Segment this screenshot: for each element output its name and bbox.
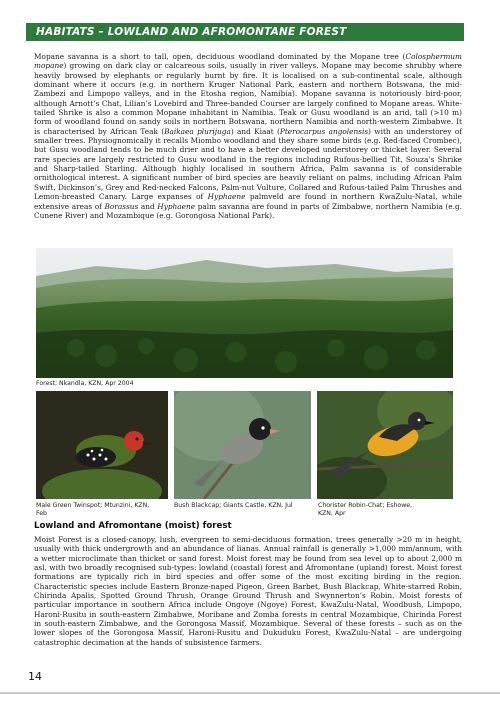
twinspot-caption-line2: Feb	[36, 510, 47, 517]
species-name-italic: Baikaea plurijuga	[164, 126, 231, 136]
species-name-italic: Borassus	[104, 201, 139, 211]
text-segment: and	[138, 201, 158, 211]
bush-blackcap-photo	[174, 391, 311, 499]
page-number: 14	[28, 670, 42, 683]
section-header-bar	[26, 23, 464, 41]
text-segment: palm savanna are found in parts of Zimbabwe, northern Namibia (e.g. Cunene River) and Mozambique (e.g. Gorongosa National Park).	[34, 201, 463, 220]
text-segment: palmveld are found in northern KwaZulu-Natal, while extensive areas of	[34, 192, 462, 211]
species-name-italic: Colosphermum mopane	[34, 52, 462, 71]
robinchat-caption-line2: KZN, Apr	[318, 510, 346, 517]
text-segment: ) with an understorey of smaller trees. Physiognomically it recalls Miombo woodland and they share some birds (e.g. Red-faced Crombec), but Gusu woodland tends to be much drier and to have a better developed understorey or thicket layer. Several rare species are largely restricted to Gusu woodland in the regions including Rufous-bellied Tit, Souza’s Shrike and Sharp-tailed Starling. Although highly localised in southern Africa, Palm savanna is of considerable ornithological interest. A significant number of bird species are heavily reliant on palms, including African Palm Swift, Dickinson’s, Grey and Red-necked Falcons, Palm-nut Vulture, Collared and Rufous-tailed Palm Thrushes and Lemon-breasted Canary. Large expanses of	[34, 126, 462, 202]
green-twinspot-photo	[36, 391, 168, 499]
footer-rule	[0, 692, 500, 694]
section-heading: Lowland and Afromontane (moist) forest	[34, 521, 232, 531]
species-name-italic: Hyphaene	[157, 201, 196, 211]
text-segment: ) growing on dark clay or calcareous soils, usually in river valleys. Mopane may become shrubby where heavily browsed by elephants or regularly burnt by fire. It is localised on a sub-continental scale, although dominant where it occurs (e.g. in northern Kruger National Park, eastern and northern Botswana, the mid-Zambezi and Limpopo valleys, and in the Etosha region, Namibia). Mopane savanna is notoriously bird-poor, although Arnott’s Chat, Lilian’s Lovebird and Three-banded Courser are largely confined to Mopane areas. White-tailed Shrike is also a common Mopane inhabitant in Namibia. Teak or Gusu woodland is an arid, tall (>10 m) form of woodland found on sandy soils in northern Botswana, northern Namibia and north-western Zimbabwe. It is characterised by African Teak (	[34, 61, 462, 136]
text-segment: ) and Kiaat (	[230, 126, 280, 136]
species-name-italic: Pterocarpus angolensis	[279, 126, 369, 136]
intro-paragraph	[34, 52, 462, 220]
chorister-robin-chat-photo	[317, 391, 453, 499]
species-name-italic: Hyphaene	[207, 192, 246, 202]
twinspot-caption-line1: Male Green Twinspot; Mtunzini, KZN,	[36, 502, 150, 509]
moist-forest-paragraph: Moist Forest is a closed-canopy, lush, evergreen to semi-deciduous formation, trees generally >20 m in height, usually with thick undergrowth and an abundance of lianas. Annual rainfall is generally >1,000 mm/annum, with a wetter microclimate than thicket or sand forest. Moist forest may be found from sea level up to about 2,000 m asl, with two broadly recognised sub-types: lowland (coastal) forest and Afromontane (upland) forest. Moist forest formations are typically rich in bird species and offer some of the most exciting birding in the region. Characteristic species include Eastern Bronze-naped Pigeon, Green Barbet, Bush Blackcap, White-starred Robin, Chirinda Apalis, Spotted Ground Thrush, Orange Ground Thrush and Swynnerton’s Robin. Moist forests of particular importance in southern Africa include Ongoye (Ngoye) Forest, KwaZulu-Natal, Woodbush, Limpopo, Haroni-Rusitu in south-eastern Zimbabwe, Moribane and Zomba forests in central Mozambique, Chirinda Forest in south-eastern Zimbabwe, and the Gorongosa Massif, Mozambique. Several of these forests – such as on the lower slopes of the Gorongosa Massif, Haroni-Rusitu and Dukuduku Forest, KwaZulu-Natal – are undergoing catastrophic decimation at the hands of subsistence farmers.	[34, 535, 462, 647]
text-segment: Mopane savanna is a short to tall, open, deciduous woodland dominated by the Mopane tree (	[34, 52, 406, 61]
robinchat-caption-line1: Chorister Robin-Chat; Eshowe,	[318, 502, 413, 509]
section-header-title: HABITATS – LOWLAND AND AFROMONTANE FOREST	[36, 26, 347, 38]
blackcap-caption: Bush Blackcap; Giants Castle, KZN, Jul	[174, 502, 293, 509]
forest-landscape-photo	[36, 248, 453, 378]
forest-photo-caption: Forest; Nkandla, KZN, Apr 2004	[36, 380, 134, 387]
